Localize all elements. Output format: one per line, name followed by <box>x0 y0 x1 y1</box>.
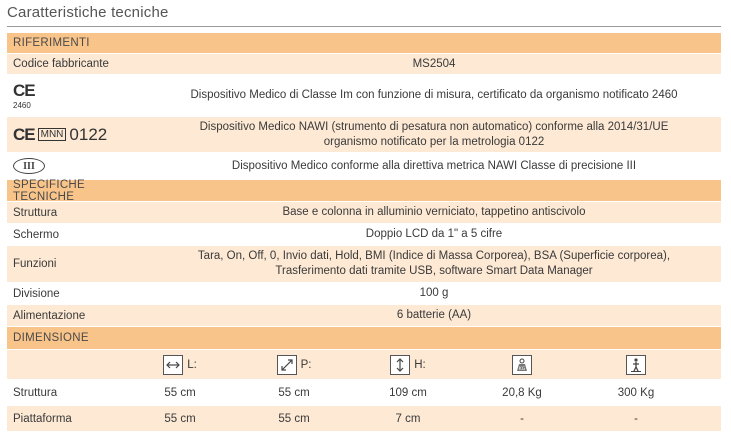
row-ce <box>7 75 721 117</box>
dim-value: 20,8 Kg <box>502 386 542 399</box>
row-alimentazione <box>7 305 721 327</box>
dim-value: 55 cm <box>278 386 310 399</box>
dim-row-piattaforma <box>7 406 721 432</box>
row-value: MS2504 <box>412 57 456 70</box>
funzioni-line-1: Tara, On, Off, 0, Invio dati, Hold, BMI (Indice di Massa Corporea), BSA (Superficie corporea), <box>197 250 671 262</box>
dim-label: L: <box>187 358 197 371</box>
row-label: Divisione <box>13 287 60 300</box>
class-symbol <box>7 158 147 174</box>
row-value: Dispositivo Medico conforme alla direttiva metrica NAWI Classe di precisione III <box>231 159 637 172</box>
ce-number: 2460 <box>13 101 31 110</box>
dim-label: P: <box>300 358 312 371</box>
row-label: Alimentazione <box>13 309 86 322</box>
section-title: SPECIFICHE TECNICHE <box>13 178 86 203</box>
row-value: Doppio LCD da 1" a 5 cifre <box>365 228 503 240</box>
section-title: DIMENSIONE <box>13 332 89 344</box>
row-value: Base e colonna in alluminio verniciato, tappetino antiscivolo <box>282 206 586 218</box>
row-class <box>7 153 721 180</box>
section-header-dimensione <box>7 327 721 350</box>
dim-value: 7 cm <box>395 412 421 425</box>
dim-value: - <box>634 412 638 425</box>
row-divisione <box>7 283 721 305</box>
notified-body-number: 0122 <box>69 124 108 144</box>
dim-value: 55 cm <box>164 386 196 399</box>
row-value: Dispositivo Medico di Classe Im con funzione di misura, certificato da organismo notificato 2460 <box>190 89 678 101</box>
title-divider <box>7 26 721 27</box>
nawi-line-1: Dispositivo Medico NAWI (strumento di pesatura non automatico) conforme alla 2014/31/UE <box>199 120 669 133</box>
weight-icon <box>512 355 532 375</box>
dim-header-width <box>123 355 237 375</box>
row-label: Schermo <box>13 228 60 241</box>
dim-value: 109 cm <box>389 386 427 399</box>
nawi-line-2: organismo notificato per la metrologia 0122 <box>323 135 545 148</box>
dim-header-depth <box>237 355 351 375</box>
row-value: 6 batterie (AA) <box>396 309 472 321</box>
dim-header-height <box>351 355 465 375</box>
row-label: Codice fabbricante <box>13 58 109 70</box>
dim-value: 55 cm <box>278 412 310 425</box>
row-value <box>147 120 721 150</box>
row-value <box>147 249 721 279</box>
dim-value: 300 Kg <box>617 386 655 399</box>
dim-value: 55 cm <box>164 412 196 425</box>
row-schermo <box>7 224 721 246</box>
metrology-mark-icon: MNN <box>38 128 67 141</box>
row-codice <box>7 54 721 75</box>
row-label: Struttura <box>13 206 58 219</box>
page-title: Caratteristiche tecniche <box>7 4 169 21</box>
max-load-icon <box>626 355 646 375</box>
accuracy-class-icon: III <box>13 158 45 174</box>
section-title: RIFERIMENTI <box>13 37 90 49</box>
dim-label: H: <box>414 358 426 371</box>
nawi-symbol <box>7 125 147 145</box>
ce-symbol <box>7 81 147 110</box>
row-nawi <box>7 117 721 153</box>
row-struttura <box>7 202 721 224</box>
dimension-icons-row <box>7 350 721 380</box>
height-arrow-icon <box>390 355 410 375</box>
ce-mark-icon: CE <box>13 81 35 100</box>
dim-row-struttura <box>7 380 721 406</box>
section-header-riferimenti <box>7 33 721 54</box>
specs-table <box>7 33 721 432</box>
dim-header-weight <box>465 355 579 375</box>
row-label: Struttura <box>13 386 58 399</box>
row-label: Piattaforma <box>13 412 72 425</box>
row-funzioni <box>7 246 721 283</box>
width-arrow-icon <box>163 355 183 375</box>
section-header-specifiche <box>7 180 721 202</box>
depth-arrow-icon <box>277 355 297 375</box>
dim-header-max-load <box>579 355 693 375</box>
row-value: 100 g <box>419 287 449 299</box>
ce-mark-icon: CE <box>13 124 35 144</box>
svg-text:KG: KG <box>518 366 526 372</box>
dim-value: - <box>520 412 524 425</box>
funzioni-line-2: Trasferimento dati tramite USB, software Smart Data Manager <box>275 265 593 277</box>
row-label: Funzioni <box>13 258 57 270</box>
